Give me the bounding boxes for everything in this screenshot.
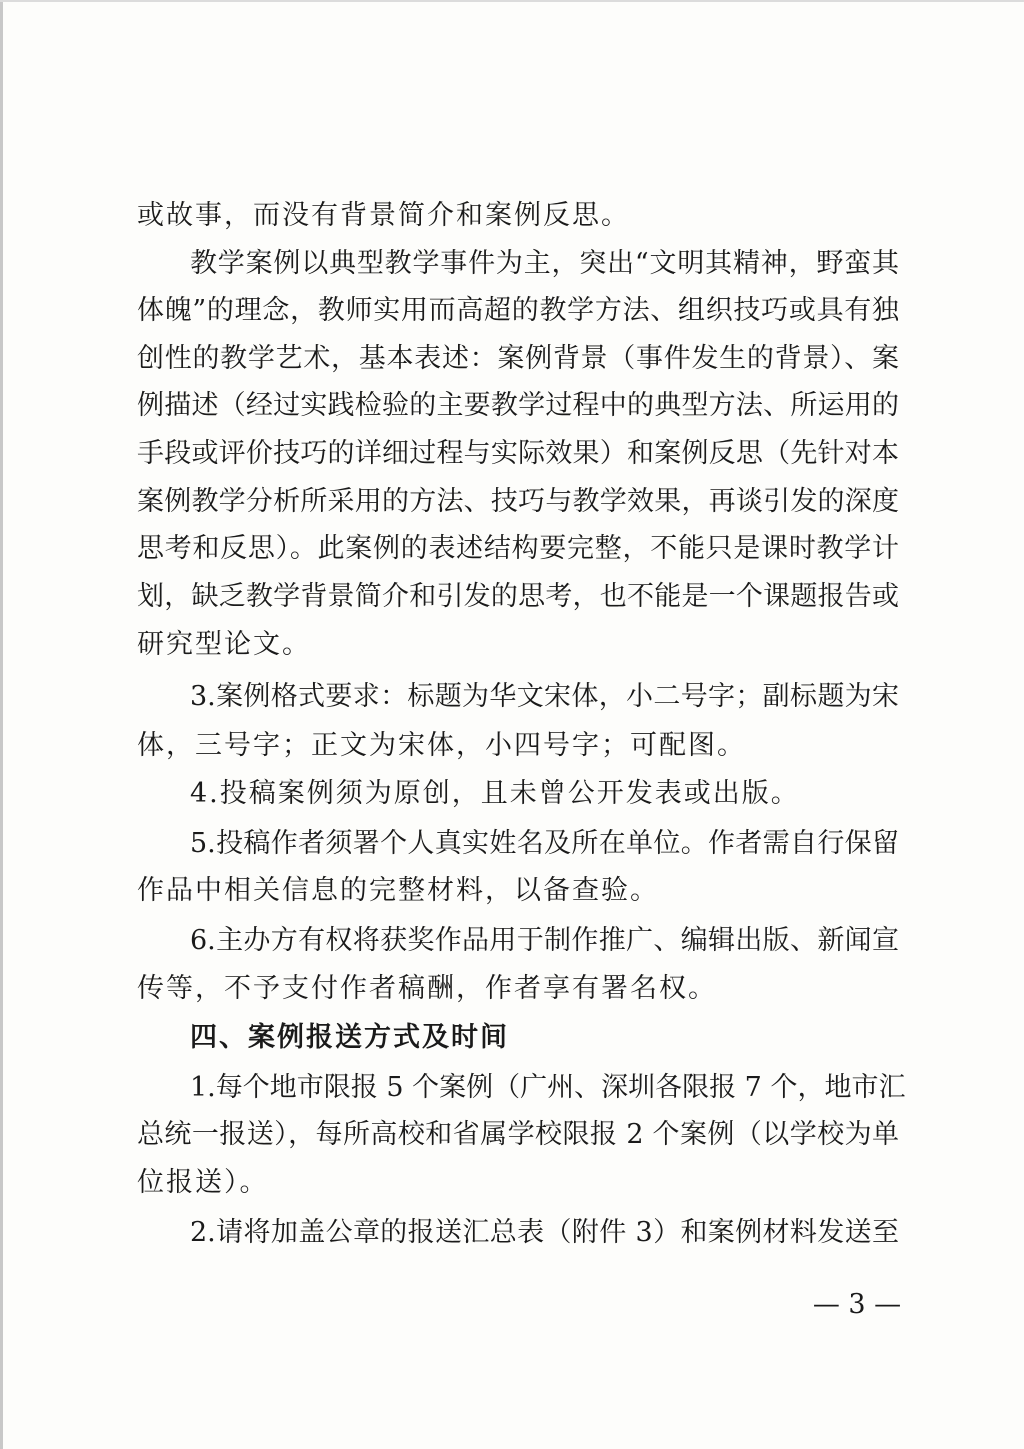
text-line: 教学案例以典型教学事件为主，突出“文明其精神，野蛮其 (190, 248, 899, 279)
text-line: 1.每个地市限报 5 个案例（广州、深圳各限报 7 个，地市汇 (190, 1072, 906, 1103)
text-line: 研究型论文。 (137, 629, 311, 660)
text-line: 5.投稿作者须署个人真实姓名及所在单位。作者需自行保留 (190, 828, 899, 859)
text-line: 手段或评价技巧的详细过程与实际效果）和案例反思（先针对本 (137, 438, 899, 469)
text-line: 体，三号字；正文为宋体，小四号字；可配图。 (137, 730, 746, 761)
text-line: 6.主办方有权将获奖作品用于制作推广、编辑出版、新闻宣 (190, 925, 899, 956)
text-line: 或故事，而没有背景简介和案例反思。 (137, 200, 630, 231)
text-line: 案例教学分析所采用的方法、技巧与教学效果，再谈引发的深度 (137, 486, 899, 517)
text-line: 体魄”的理念，教师实用而高超的教学方法、组织技巧或具有独 (137, 295, 899, 326)
scan-edge-top (0, 0, 1024, 2)
text-line: 划，缺乏教学背景简介和引发的思考，也不能是一个课题报告或 (137, 581, 899, 612)
scan-edge-left (0, 0, 3, 1449)
section-heading: 四、案例报送方式及时间 (190, 1022, 509, 1053)
text-line: 思考和反思）。此案例的表述结构要完整，不能只是课时教学计 (137, 533, 899, 564)
text-line: 3.案例格式要求：标题为华文宋体，小二号字；副标题为宋 (190, 681, 899, 712)
text-line: 4.投稿案例须为原创，且未曾公开发表或出版。 (190, 778, 800, 809)
text-line: 总统一报送），每所高校和省属学校限报 2 个案例（以学校为单 (137, 1119, 899, 1150)
text-line: 2.请将加盖公章的报送汇总表（附件 3）和案例材料发送至 (190, 1217, 899, 1248)
text-line: 作品中相关信息的完整材料，以备查验。 (137, 875, 659, 906)
text-line: 创性的教学艺术，基本表述：案例背景（事件发生的背景）、案 (137, 343, 899, 374)
text-line: 例描述（经过实践检验的主要教学过程中的典型方法、所运用的 (137, 390, 899, 421)
text-line: 传等，不予支付作者稿酬，作者享有署名权。 (137, 973, 717, 1004)
text-line: 位报送）。 (137, 1167, 269, 1198)
page-number: — 3 — (812, 1289, 902, 1320)
